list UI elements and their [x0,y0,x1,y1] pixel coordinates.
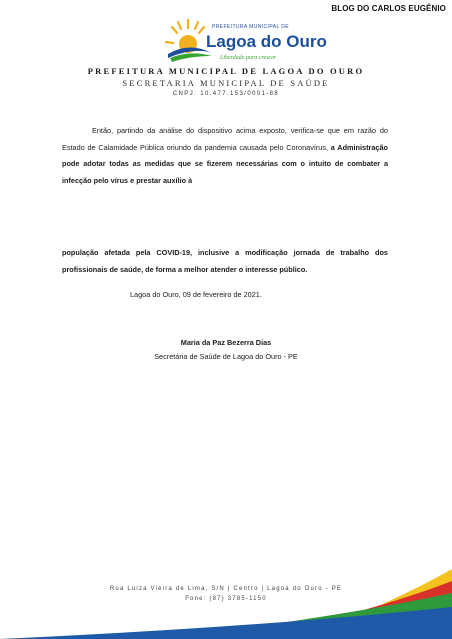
org-title: PREFEITURA MUNICIPAL DE LAGOA DO OURO [87,66,365,76]
lagoa-do-ouro-logo [160,14,327,74]
logo-top-text: PREFEITURA MUNICIPAL DE [212,24,289,30]
paragraph-1-bold: a Administração pode adotar todas as medidas que se fizerem necessárias com o intuito de combater a infecção pelo vírus e prestar auxílio à [62,142,388,185]
logo-name: Lagoa do Ouro [206,32,327,51]
footer-swoosh-decoration [0,559,452,639]
org-cnpj: CNPJ: 10.477.153/0001-88 [172,91,280,97]
document-date: Lagoa do Ouro, 09 de fevereiro de 2021. [130,290,262,299]
signer-role: Secretária de Saúde de Lagoa do Ouro - PE [154,352,298,361]
blog-watermark: BLOG DO CARLOS EUGÊNIO [331,4,446,13]
signer-name: Maria da Paz Bezerra Dias [180,338,272,347]
paragraph-1 [62,123,388,189]
footer-address: Rua Luiza Vieira de Lima, S/N | Centro | Lagoa do Ouro - PE [109,586,343,592]
footer-phone: Fone: (87) 3785-1150 [185,596,267,602]
paragraph-2-bold: população afetada pela COVID-19, inclusive a modificação jornada de trabalho dos profissionais de saúde, de forma a melhor atender o interesse público. [62,248,388,274]
logo-slogan: Liberdade para crescer [220,55,277,61]
paragraph-2 [62,245,388,278]
paragraph-1-text: Então, partindo da análise do dispositivo acima exposto, verifica-se que em razão do Estado de Calamidade Pública oriundo da pandemia causada pelo Coronavírus, [62,126,388,152]
org-subtitle: SECRETARIA MUNICIPAL DE SAÚDE [122,78,330,88]
